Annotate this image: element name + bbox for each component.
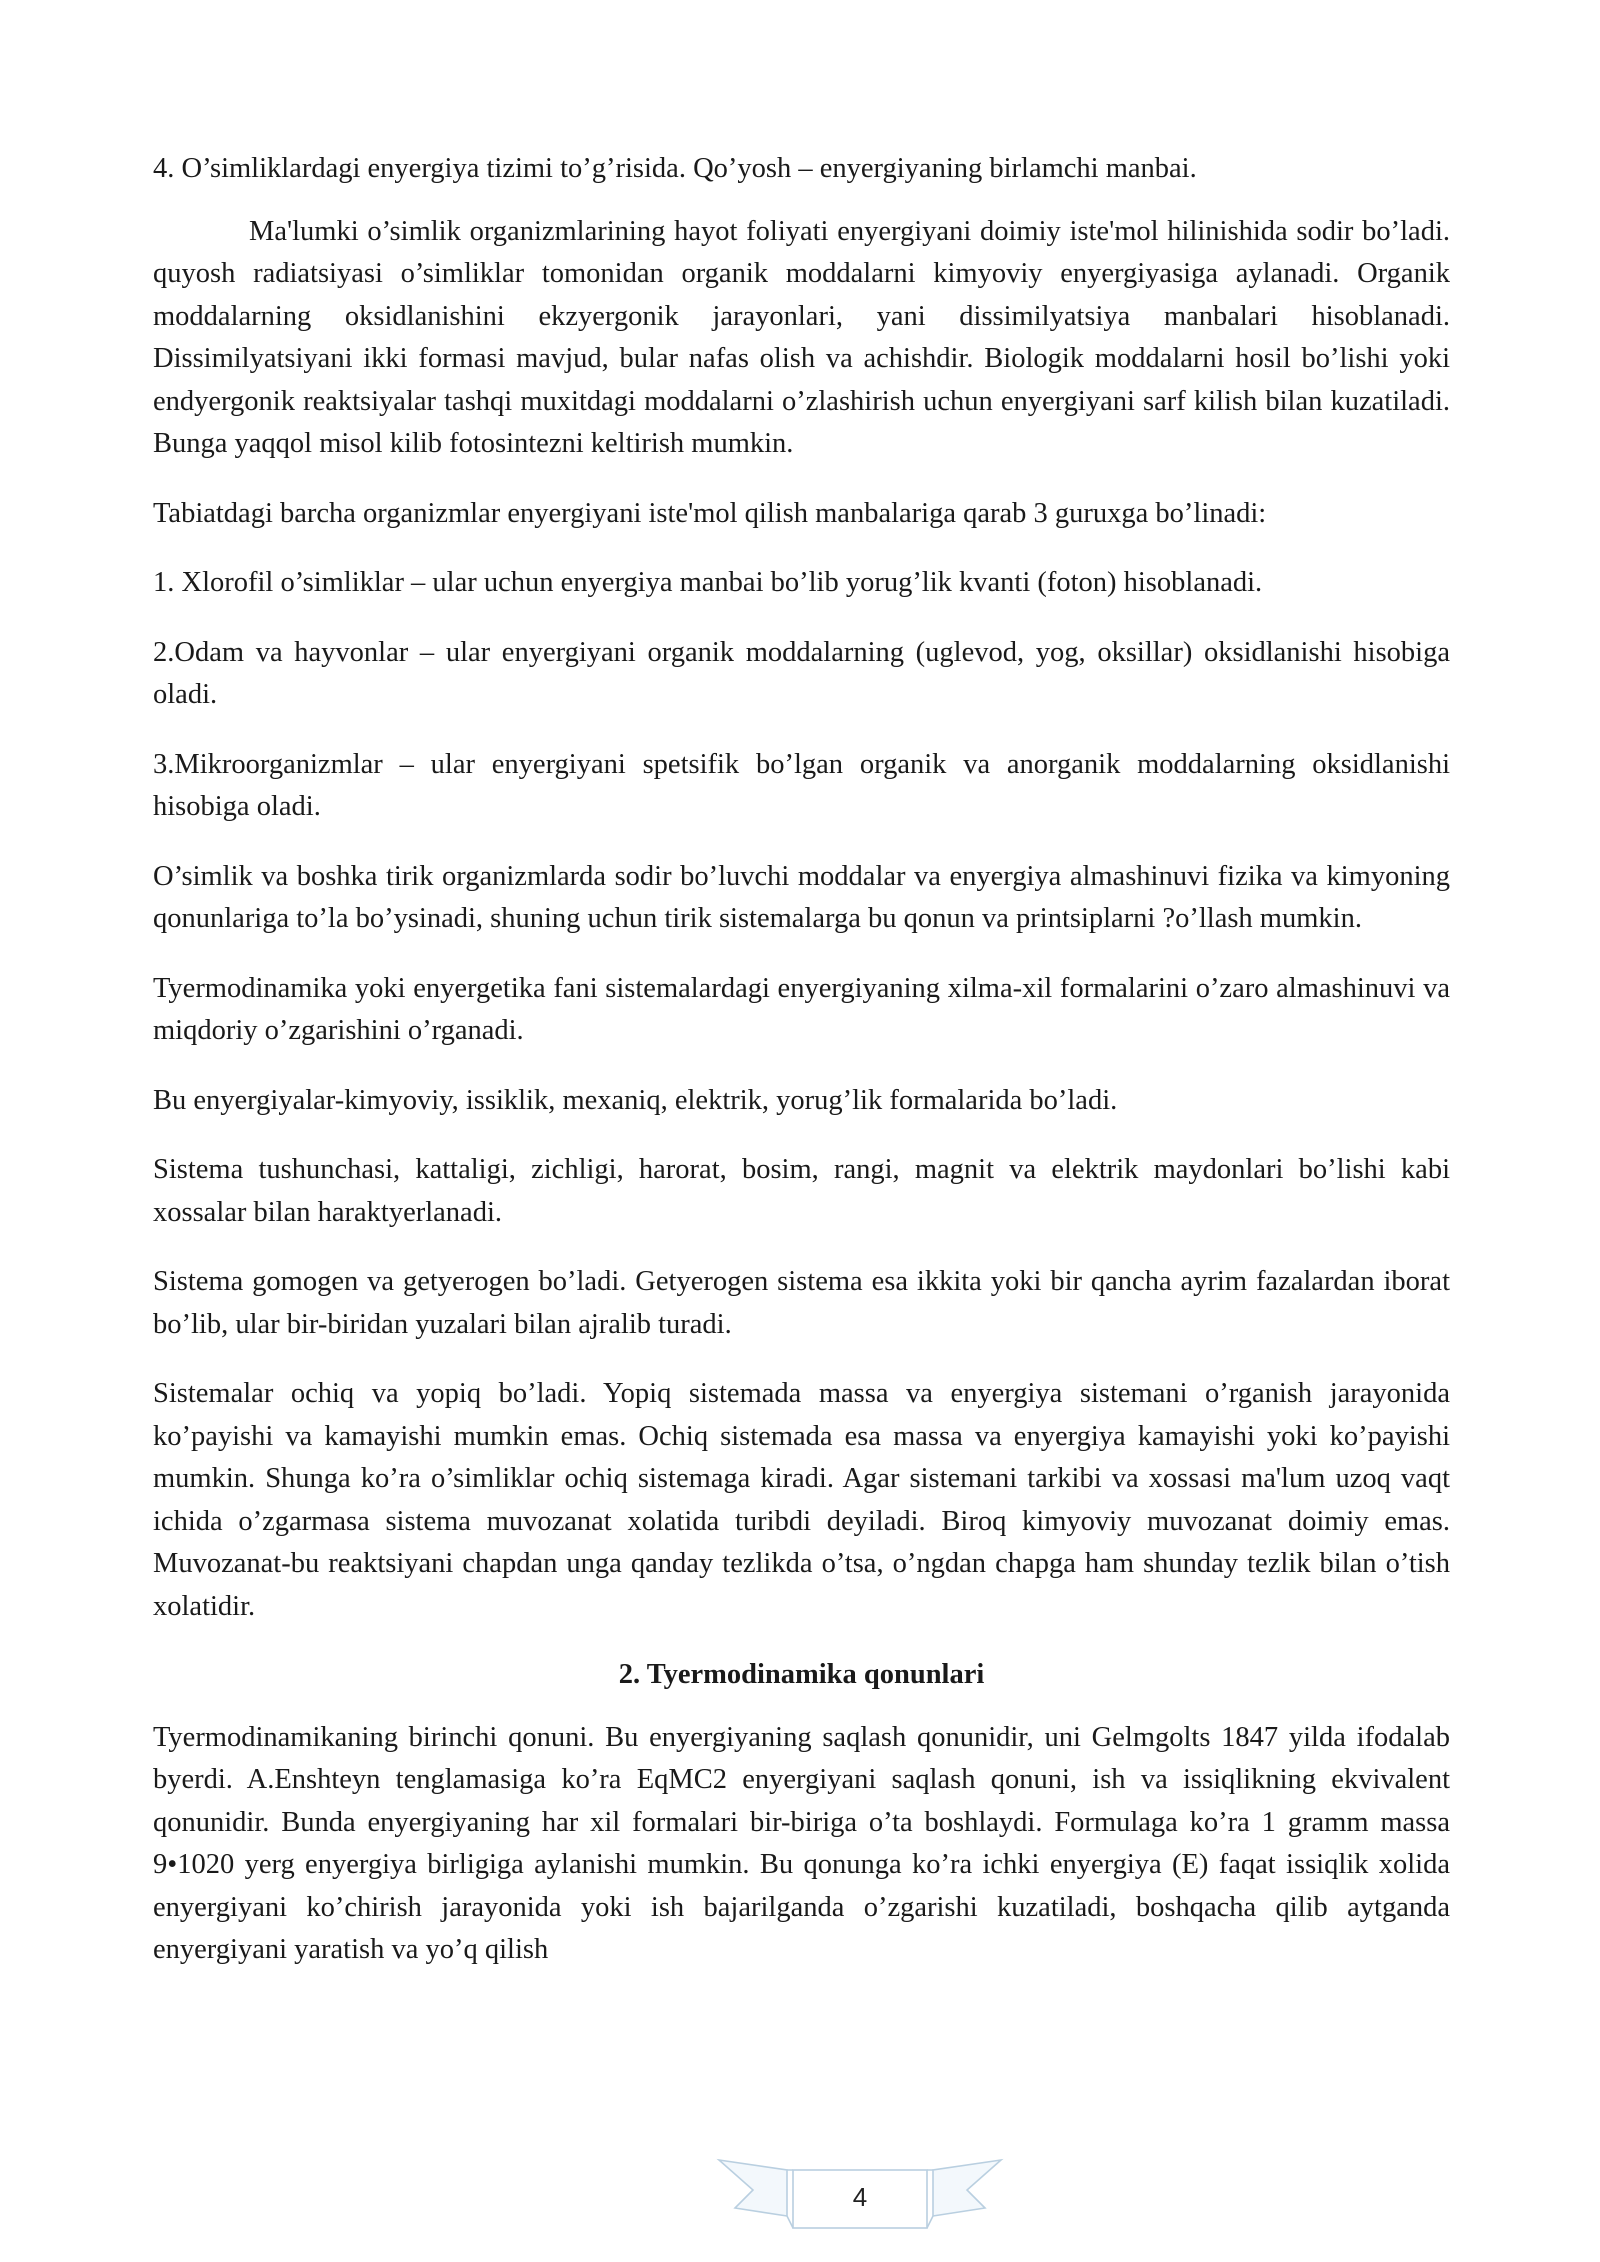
paragraph-homogeneous-heterogeneous: Sistema gomogen va getyerogen bo’ladi. Getyerogen sistema esa ikkita yoki bir qancha ayrim fazalardan iborat bo’lib, ular bir-biridan yuzalari bilan ajralib turadi. bbox=[153, 1266, 1450, 1340]
document-page bbox=[153, 148, 1450, 1972]
list-item-chlorophyll-plants: 1. Xlorofil o’simliklar – ular uchun enyergiya manbai bo’lib yorug’lik kvanti (foton) hisoblanadi. bbox=[153, 567, 1263, 598]
paragraph-first-law: Tyermodinamikaning birinchi qonuni. Bu enyergiyaning saqlash qonunidir, uni Gelmgolts 1847 yilda ifodalab byerdi. A.Enshteyn tenglamasiga ko’ra EqMC2 enyergiyani saqlash qonuni, ish va issiqlikning ekvivalent qonunidir. Bunda enyergiyaning har xil formalari bir-biriga o’ta boshlaydi. Formulaga ko’ra 1 gramm massa 9•1020 yerg enyergiya birligiga aylanishi mumkin. Bu qonunga ko’ra ichki enyergiya (E) faqat issiqlik xolida enyergiyani ko’chirish jarayonida yoki ish bajarilganda o’zgarishi kuzatiladi, boshqacha qilib aytganda enyergiyani yaratish va yo’q qilish bbox=[153, 1721, 1450, 1965]
paragraph-organism-groups: Tabiatdagi barcha organizmlar enyergiyani iste'mol qilish manbalariga qarab 3 guruxga bo’linadi: bbox=[153, 497, 1267, 529]
paragraph-open-closed-systems: Sistemalar ochiq va yopiq bo’ladi. Yopiq sistemada massa va enyergiya sistemani o’rganish jarayonida ko’payishi va kamayishi mumkin emas. Ochiq sistemada esa massa va enyergiya kamayishi yoki ko’payishi mumkin. Shunga ko’ra o’simliklar ochiq sistemaga kiradi. Agar sistemani tarkibi va xossasi ma'lum uzoq vaqt ichida o’zgarmasa sistema muvozanat xolatida turibdi deyiladi. Biroq kimyoviy muvozanat doimiy emas. Muvozanat-bu reaktsiyani chapdan unga qanday tezlikda o’tsa, o’ngdan chapga ham shunday tezlik bilan o’tish xolatidir. bbox=[153, 1378, 1450, 1622]
list-item-microorganisms: 3.Mikroorganizmlar – ular enyergiyani spetsifik bo’lgan organik va anorganik moddalarning oksidlanishi hisobiga oladi. bbox=[153, 748, 1450, 822]
paragraph-energy-consumption: Ma'lumki o’simlik organizmlarining hayot foliyati enyergiyani doimiy iste'mol hilinishida sodir bo’ladi. quyosh radiatsiyasi o’simliklar tomonidan organik moddalarni kimyoviy enyergiyasiga aylanadi. Organik moddalarning oksidlanishini ekzyergonik jarayonlari, yani dissimilyatsiya manbalari hisoblanadi. Dissimilyatsiyani ikki formasi mavjud, bular nafas olish va achishdir. Biologik moddalarni hosil bo’lishi yoki endyergonik reaktsiyalar tashqi muxitdagi moddalarni o’zlashirish uchun enyergiyani sarf kilish bilan kuzatiladi. Bunga yaqqol misol kilib fotosintezni keltirish mumkin. bbox=[153, 215, 1450, 459]
paragraph-system-properties: Sistema tushunchasi, kattaligi, zichligi, harorat, bosim, rangi, magnit va elektrik maydonlari bo’lishi kabi xossalar bilan haraktyerlanadi. bbox=[153, 1154, 1450, 1228]
section-heading: 2. Tyermodinamika qonunlari bbox=[618, 1659, 985, 1690]
paragraph-metabolism-laws: O’simlik va boshka tirik organizmlarda sodir bo’luvchi moddalar va enyergiya almashinuvi fizika va kimyoning qonunlariga to’la bo’ysinadi, shuning uchun tirik sistemalarga bu qonun va printsiplarni ?o’llash mumkin. bbox=[153, 860, 1450, 934]
list-item-humans-animals: 2.Odam va hayvonlar – ular enyergiyani organik moddalarning (uglevod, yog, oksillar) oksidlanishi hisobiga oladi. bbox=[153, 636, 1450, 710]
page-number: 4 bbox=[852, 2182, 868, 2212]
section-intro-line: 4. O’simliklardagi enyergiya tizimi to’g’risida. Qo’yosh – enyergiyaning birlamchi manbai. bbox=[153, 153, 1197, 184]
paragraph-thermodynamics-definition: Tyermodinamika yoki enyergetika fani sistemalardagi enyergiyaning xilma-xil formalarini o’zaro almashinuvi va miqdoriy o’zgarishini o’rganadi. bbox=[153, 972, 1450, 1046]
paragraph-energy-forms: Bu enyergiyalar-kimyoviy, issiklik, mexaniq, elektrik, yorug’lik formalarida bo’ladi. bbox=[153, 1084, 1118, 1116]
page-footer bbox=[715, 2150, 1005, 2240]
